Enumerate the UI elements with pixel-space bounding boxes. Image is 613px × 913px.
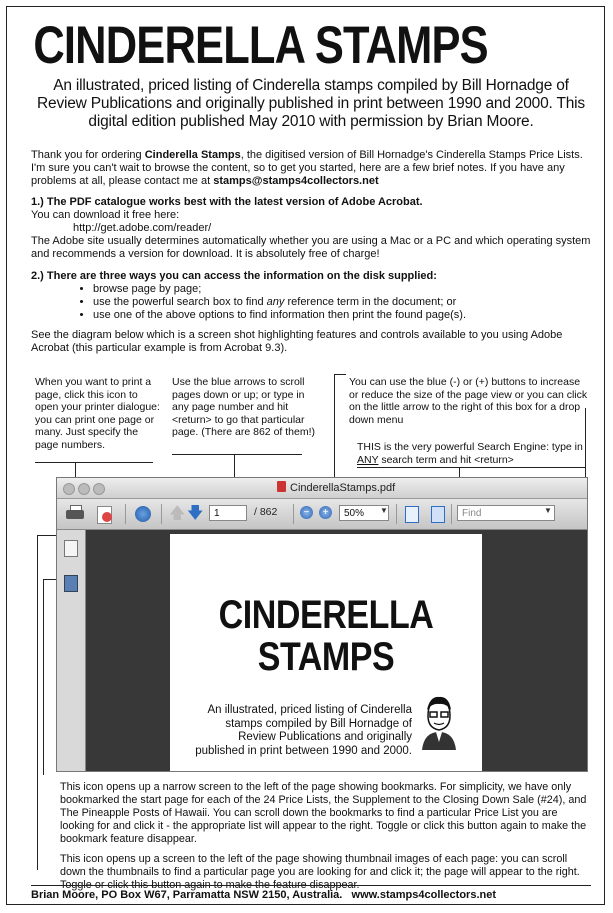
leader-line: [43, 579, 44, 775]
page-number-input[interactable]: 1: [209, 505, 247, 521]
leader-line: [37, 535, 57, 536]
leader-line: [357, 467, 585, 468]
acrobat-titlebar: [57, 478, 587, 499]
acrobat-toolbar: [57, 499, 587, 530]
toolbar-divider: [451, 504, 452, 524]
window-zoom-button[interactable]: [93, 483, 105, 495]
callout-search-text-1: THIS is the very powerful Search Engine: type in: [357, 441, 583, 453]
callout-search: [357, 441, 587, 466]
contact-email[interactable]: stamps@stamps4collectors.net: [213, 175, 379, 187]
previous-page-arrow-icon[interactable]: 🡅: [169, 505, 186, 522]
callout-search-text-2: search term and hit <return>: [378, 453, 514, 466]
pdf-page-preview: [170, 534, 482, 772]
page-total: / 862: [254, 506, 278, 518]
document-page: [6, 6, 605, 905]
create-pdf-icon[interactable]: [95, 504, 119, 524]
zoom-level-select[interactable]: 50%: [339, 505, 389, 521]
intro-text-2: , the digitised version of Bill Hornadge's Cinderella Stamps Price Lists. I'm sure you can't wait to browse the content, so to get you started, here are a few brief notes. If you have any problems at all, please contact me at: [31, 149, 583, 187]
page-subtitle: An illustrated, priced listing of Cinderella stamps compiled by Bill Hornadge of Review Publications and originally published in print between 1990 and 2000. This digital edition published May 2010 with permission by Brian Moore.: [37, 77, 585, 130]
zoom-out-button[interactable]: −: [300, 506, 313, 519]
diagram-note: See the diagram below which is a screen shot highlighting features and controls available to you using Adobe Acrobat (this particular example is from Acrobat 9.3).: [31, 329, 563, 354]
fit-page-page: [431, 506, 445, 523]
window-close-button[interactable]: [63, 483, 75, 495]
create-swirl: [102, 512, 112, 522]
window-minimize-button[interactable]: [78, 483, 90, 495]
toolbar-divider: [396, 504, 397, 524]
thumbnails-note: This icon opens up a screen to the left of the page showing thumbnail images of each page: you can scroll down the thumbnails to find a particular page you are looking for and click it; the page will appear to the right. Toggle or click this button again to make the feature disappear.: [60, 853, 580, 891]
printer-icon[interactable]: [65, 504, 85, 524]
page-title: CINDERELLA STAMPS: [33, 16, 488, 75]
section-1-line1: You can download it free here:: [31, 209, 180, 221]
page-footer: [31, 885, 591, 901]
section-2-heading: 2.) There are three ways you can access the information on the disk supplied:: [31, 270, 437, 282]
acrobat-window: [56, 477, 588, 772]
list-item: [93, 296, 591, 309]
callout-navigation: Use the blue arrows to scroll pages down or up; or type in any page number and hit <return> to go that particular page. (There are 862 of them!): [172, 376, 315, 438]
list-item-text-rest: reference term in the document; or: [284, 296, 457, 308]
preview-title-line1: CINDERELLA: [218, 593, 434, 637]
list-item: • browse page by page;: [93, 283, 591, 296]
navigation-side-panel: [57, 530, 86, 771]
fit-width-icon[interactable]: [403, 504, 419, 524]
intro-bold: Cinderella Stamps: [144, 149, 241, 161]
zoom-dropdown-arrow-icon[interactable]: ▼: [380, 506, 388, 515]
preview-title: [193, 594, 458, 678]
footer-address: Brian Moore, PO Box W67, Parramatta NSW 2150, Australia.: [31, 889, 343, 901]
leader-line: [37, 535, 38, 870]
section-1-line2: The Adobe site usually determines automatically whether you are using a Mac or a PC and which operating system and recommends a version for download. It is absolutely free of charge!: [31, 235, 591, 260]
intro-paragraph: [31, 149, 591, 188]
preview-title-line2: STAMPS: [257, 635, 395, 679]
toolbar-divider: [161, 504, 162, 524]
bookmarks-icon[interactable]: [64, 575, 78, 592]
toolbar-divider: [125, 504, 126, 524]
leader-line: [35, 462, 153, 463]
leader-line: [43, 579, 57, 580]
list-item-emphasis: any: [266, 296, 285, 308]
section-2: [31, 270, 591, 322]
footer-website-link[interactable]: www.stamps4collectors.net: [351, 889, 497, 901]
bookmarks-note: This icon opens up a narrow screen to the left of the page showing bookmarks. For simplicity, we have only bookmarked the start page for each of the 24 Price Lists, the Supplement to the Closing Down Sale (#24), and The Pineapple Posts of Hawaii. You can scroll down the bookmarks to find a particular Price List you are looking for and click it - the appropriate list will appear to the right. Toggle or click this button again to make the bookmark feature disappear.: [60, 781, 587, 845]
callout-search-any: ANY: [357, 453, 379, 466]
ways-list: [31, 283, 591, 322]
intro-text-1: Thank you for ordering: [31, 149, 145, 161]
document-view: [86, 530, 587, 771]
next-page-arrow-icon[interactable]: 🡇: [187, 505, 204, 522]
share-globe-icon[interactable]: [133, 504, 153, 524]
printer-body: [66, 510, 84, 519]
leader-line: [334, 374, 346, 375]
globe-shape: [135, 506, 151, 522]
leader-line: [172, 454, 302, 455]
callout-zoom: You can use the blue (-) or (+) buttons to increase or reduce the size of the page view or you can click on the little arrow to the right of this box for a drop down menu: [349, 376, 588, 426]
filename-text: CinderellaStamps.pdf: [290, 482, 396, 494]
adobe-url-link[interactable]: http://get.adobe.com/reader/: [73, 222, 212, 234]
acrobat-filename: [277, 481, 395, 494]
fit-page-icon[interactable]: [429, 504, 445, 524]
list-item-text: use the powerful search box to find: [93, 296, 267, 308]
section-1: [31, 196, 591, 261]
callout-print: When you want to print a page, click this icon to open your printer dialogue: you can print one page or many. Just specify the page numbers.: [35, 376, 160, 451]
author-portrait-image: [418, 694, 460, 750]
preview-subtitle: An illustrated, priced listing of Cinderella stamps compiled by Bill Hornadge of Review Publications and originally published in print between 1990 and 2000.: [195, 704, 412, 757]
find-dropdown-arrow-icon[interactable]: ▼: [544, 506, 552, 515]
page-thumbnails-icon[interactable]: [64, 540, 78, 557]
pdf-file-icon: [277, 481, 286, 492]
toolbar-divider: [293, 504, 294, 524]
fit-width-page: [405, 506, 419, 523]
zoom-in-button[interactable]: +: [319, 506, 332, 519]
section-1-heading: 1.) The PDF catalogue works best with the latest version of Adobe Acrobat.: [31, 196, 423, 208]
list-item: • use one of the above options to find information then print the found page(s).: [93, 309, 591, 322]
find-search-input[interactable]: Find: [457, 505, 555, 521]
